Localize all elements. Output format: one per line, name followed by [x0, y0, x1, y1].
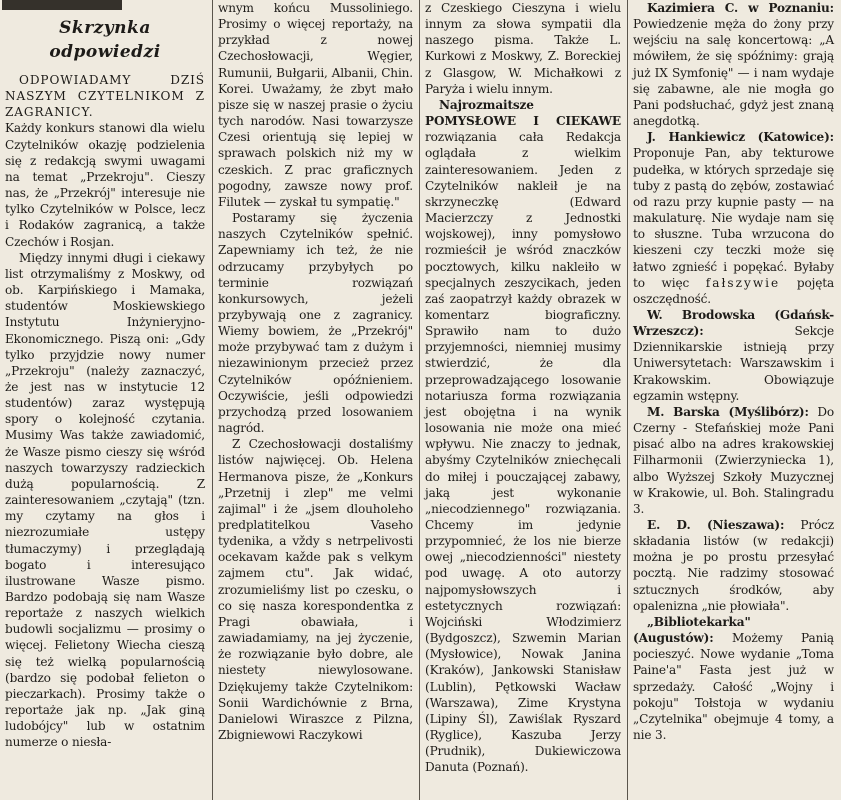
reply-text: Proponuje Pan, aby tekturowe pudełka, w których sprzedaje się tuby z pastą do zębów, zostawiać od razu przy kupnie pasty — na makulaturę. Nie wydaje nam się to słuszne. Tuba wrzucona do kieszeni czy teczki może się łatwo zgnieść i popękać. Byłaby to więc	[633, 146, 834, 290]
reply-recipient: Kazimiera C. w Poznaniu:	[647, 1, 834, 15]
reply-text: Powiedzenie męża do żony przy wejściu na salę koncertową: „A mówiłem, że się spóźnimy: grają już IX Symfonię" — i nam wydaje się zabawne, ale nie mogła go Pani podsłuchać, gdyż jest znaną anegdotką.	[633, 17, 834, 129]
reply-text: Możemy Panią pocieszyć. Nowe wydanie „Toma Paine'a" Fasta jest już w sprzedaży. Całość „Wojny i pokoju" Tołstoja w wydaniu „Czytelnika" obejmuje 4 tomy, a nie 3.	[633, 631, 834, 743]
foreign-readers-paragraph: Postaramy się życzenia naszych Czytelników spełnić. Zapewniamy ich też, że nie odrzucamy przybyłych po terminie rozwiązań konkursowych, jeżeli przybywają one z zagranicy. Wiemy bowiem, że „Przekrój" może przybywać tam z dużym i niezawinionym przecież przez Czytelników opóźnieniem. Oczywiście, jeśli odpowiedzi przychodzą przed losowaniem nagród.	[218, 211, 413, 436]
reply-entry	[633, 129, 834, 307]
moscow-letter-paragraph: Między innymi długi i ciekawy list otrzymaliśmy z Moskwy, od ob. Karpińskiego i Mamaka, studentów Moskiewskiego Instytutu Inżynieryjno-Ekonomicznego. Piszą oni: „Gdy tylko przyjdzie nowy numer „Przekroju" (należy zaznaczyć, że jest nas w instytucie 12 studentów) zaraz występują spory o kolejność czytania. Musimy Was także zawiadomić, że Wasze pismo cieszy się wśród naszych towarzyszy radzieckich dużą popularnością. Z zainteresowaniem „czytają" (tzn. my czytamy na głos i niezrozumiałe ustępy tłumaczymy) i przeglądają bogato i interesująco ilustrowane Wasze pismo. Bardzo podobają się nam Wasze reportaże z naszych wielkich budowli socjalizmu — prosimy o więcej. Felietony Wiecha cieszą się też wielką popularnością (bardzo się podobał felieton o pieczarkach). Prosimy także o reportaże jak np. „Jak giną ludobójcy" lub w ostatnim numerze o niesła-	[5, 250, 205, 750]
reply-entry	[633, 0, 834, 129]
reply-text: Prócz składania listów (w redakcji) można je po prostu przesyłać pocztą. Nie radzimy stosować sztucznych środków, aby opalenizna „nie płowiała".	[633, 518, 835, 613]
reply-text-tail: pojęta oszczędność.	[633, 275, 835, 306]
creative-solutions-paragraph	[425, 97, 621, 776]
reply-recipient: J. Hankiewicz (Katowice):	[647, 130, 834, 145]
intro-lead: ODPOWIADAMY DZIŚ NASZYM CZYTELNIKOM Z ZAGRANICY.	[5, 73, 205, 120]
creative-solutions-heading: Najrozmaitsze POMYSŁOWE I CIEKAWE	[425, 97, 621, 129]
column-3	[422, 0, 624, 800]
column-2	[215, 0, 416, 800]
intro-paragraph: Każdy konkurs stanowi dla wielu Czytelników okazję podzielenia się z redakcją swymi uwagami na temat „Przekroju". Cieszy nas, że „Przekrój" interesuje nie tylko Czytelników w Polsce, lecz i Rodaków zagranicą, a także Czechów i Rosjan.	[5, 121, 205, 249]
header-illustration	[2, 0, 208, 10]
thanks-paragraph: z Czeskiego Cieszyna i wielu innym za słowa sympatii dla naszego pisma. Także L. Kurkowi z Moskwy, Z. Boreckiej z Glasgow, W. Michałkowi z Paryża i wielu innym.	[425, 1, 621, 96]
column-rule	[627, 0, 628, 800]
column-4	[630, 0, 837, 800]
section-title	[5, 16, 205, 64]
reply-text: Do Czerny - Stefańskiej może Pani pisać albo na adres krakowskiej Filharmonii (Zwierzyniecka 1), albo Wyższej Szkoły Muzycznej w Krakowie, ul. Boh. Stalingradu 3.	[633, 404, 834, 516]
reply-entry	[633, 404, 834, 517]
column-rule	[212, 0, 213, 800]
reply-text: Sekcje Dziennikarskie istnieją przy Uniwersytetach: Warszawskim i Krakowskim. Obowiązuje egzamin wstępny.	[633, 324, 834, 403]
section-title-line2: odpowiedzi	[49, 42, 161, 62]
reply-entry	[633, 614, 834, 743]
reply-entry	[633, 307, 834, 404]
czechoslovakia-paragraph: Z Czechosłowacji dostaliśmy listów najwięcej. Ob. Helena Hermanova pisze, że „Konkurs „Przetnij i zlep" me velmi zajimal" i że „jsem dlouholeho predplatitelkou Vaseho tydenika, a vždy s netrpelivosti ocekavam každe pak s velkym zajmem ctu". Jak widać, zrozumieliśmy list po czesku, o co się nasza korespondentka z Pragi obawiała, i zawiadamiamy, na jej życzenie, że rozwiązanie było dobre, ale niestety niewylosowane. Dziękujemy także Czytelnikom: Sonii Wardichównie z Brna, Danielowi Wiraszce z Pilzna, Zbigniewowi Raczykowi	[218, 437, 413, 743]
reply-spaced-word: fałszywie	[705, 275, 781, 290]
letter-continuation: wnym końcu Mussoliniego. Prosimy o więcej reportaży, na przykład z nowej Czechosłowacji, Węgier, Rumunii, Bułgarii, Albanii, Chin. Korei. Uważamy, że zbyt mało pisze się w naszej prasie o życiu tych narodów. Nasi towarzysze Czesi orientują się lepiej w sprawach polskich niż my w czeskich. Z prac graficznych pogodny, zawsze nowy prof. Filutek — zyskał tu sympatię."	[218, 1, 413, 209]
reply-recipient: E. D. (Nieszawa):	[647, 518, 785, 532]
section-title-line1: Skrzynka	[59, 18, 151, 38]
reply-entry	[633, 517, 834, 614]
column-rule	[419, 0, 420, 800]
creative-solutions-text: rozwiązania cała Redakcja oglądała z wielkim zainteresowaniem. Jeden z Czytelników nakleił je na skrzyneczkę (Edward Macierzczy z Jednostki wojskowej), inny pomysłowo rozmieścił je wśród znaczków pocztowych, kilku nakleiło w specjalnych zeszycikach, jeden zaś zaopatrzył każdy obrazek w komentarz biograficzny. Sprawiło nam to dużo przyjemności, niemniej musimy stwierdzić, że dla przeprowadzającego losowanie notariusza forma rozwiązania jest obojętna i na wynik losowania nie może ona mieć wpływu. Nie znaczy to jednak, abyśmy Czytelników zniechęcali do miłej i pouczającej zabawy, jaką jest wykonanie „niecodziennego" rozwiązania. Chcemy im jedynie przypomnieć, że los nie bierze owej „niecodzienności" niestety pod uwagę. A oto autorzy najpomysłowszych i estetycznych rozwiązań: Wojciński Włodzimierz (Bydgoszcz), Szwemin Marian (Mysłowice), Nowak Janina (Kraków), Jankowski Stanisław (Lublin), Pętkowski Wacław (Warszawa), Zime Krystyna (Lipiny Śl), Zawiślak Ryszard (Ryglice), Kaszuba Jerzy (Prudnik), Dukiewiczowa Danuta (Poznań).	[425, 130, 621, 775]
reply-recipient: W. Brodowska (Gdańsk-Wrzeszcz):	[633, 307, 834, 339]
reply-recipient: „Bibliotekarka" (Augustów):	[633, 614, 751, 646]
reply-recipient: M. Barska (Myślibórz):	[647, 404, 809, 419]
column-1	[2, 0, 208, 800]
